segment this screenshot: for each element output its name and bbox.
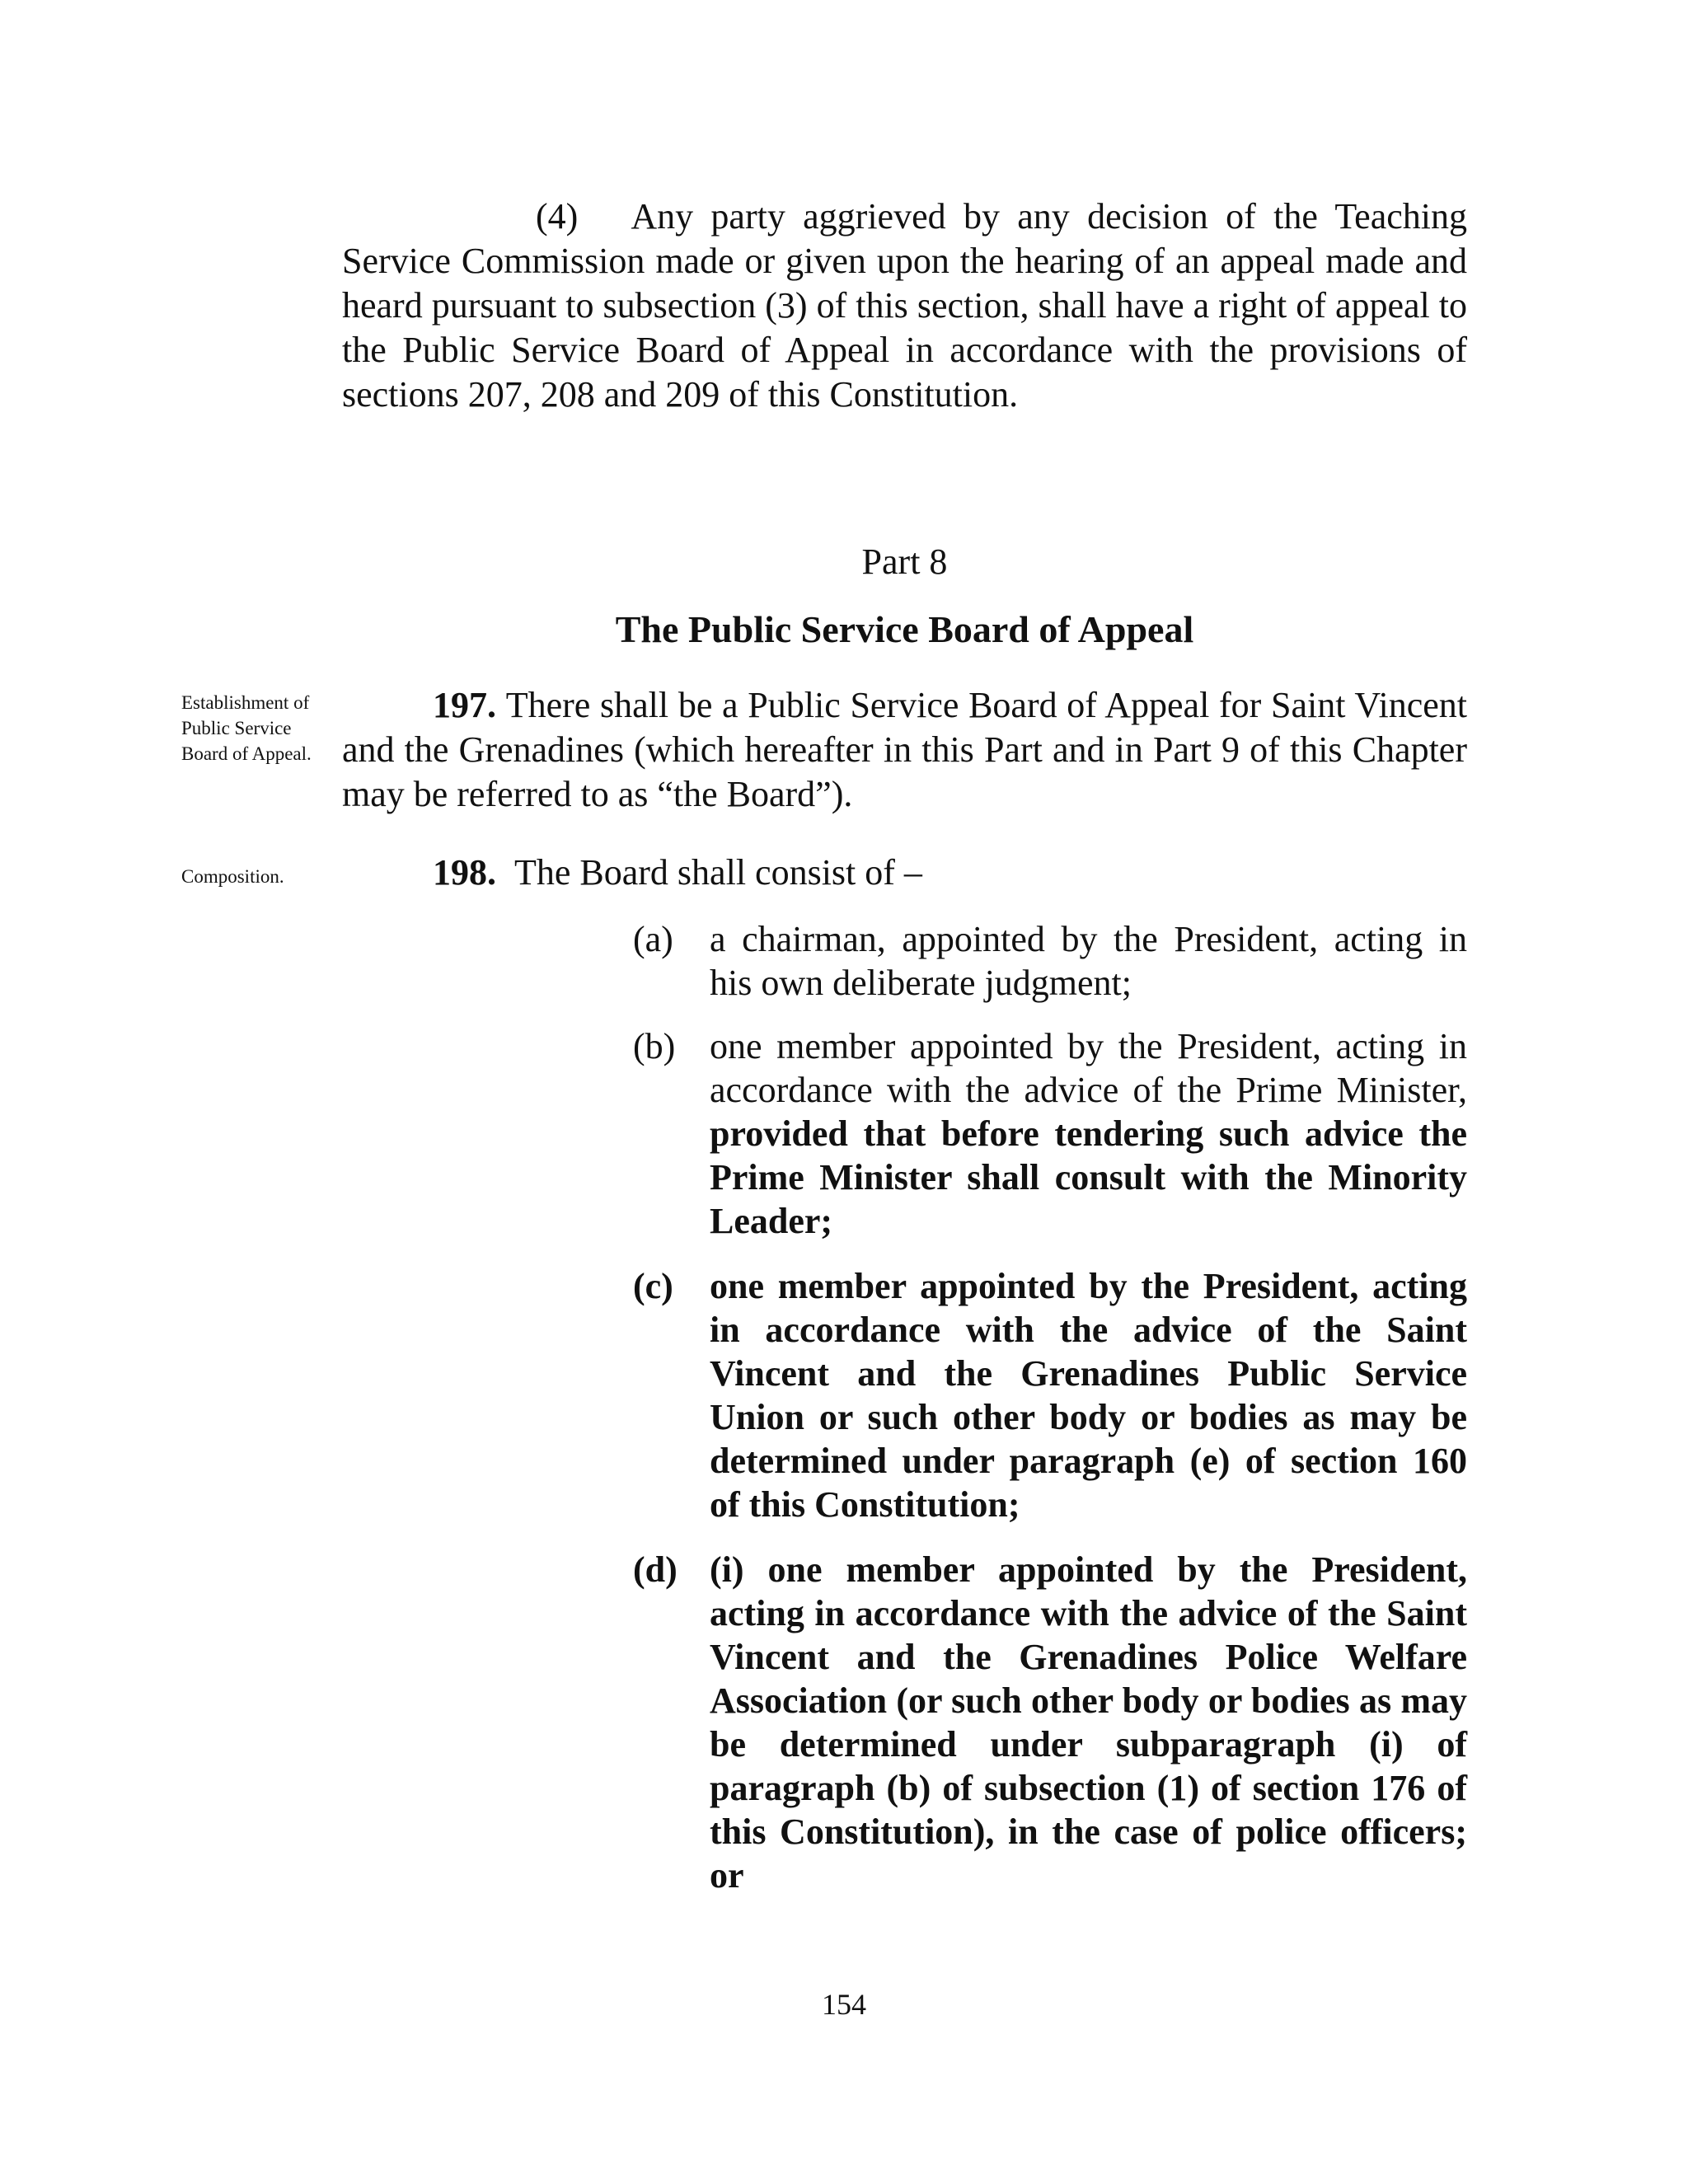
- page-number: 154: [822, 1988, 866, 2021]
- subsection-4-paragraph: [342, 194, 1467, 417]
- section-198-text: The Board shall consist of –: [514, 852, 922, 893]
- margin-note-198: Composition.: [181, 866, 284, 887]
- margin-note-197: Establishment of Public Service Board of Appeal.: [181, 692, 312, 764]
- list-item-a: [633, 917, 1467, 1005]
- section-197-text: There shall be a Public Service Board of Appeal for Saint Vincent and the Grenadines (which hereafter in this Part and in Part 9 of this Chapter may be referred to as “the Board”).: [342, 685, 1468, 814]
- list-item-text: one member appointed by the President, acting in accordance with the advice of the Prime Minister,: [710, 1026, 1467, 1110]
- list-item-label: (a): [633, 919, 673, 959]
- subsection-4-text: Any party aggrieved by any decision of the Teaching Service Commission made or given upon the hearing of an appeal made and heard pursuant to subsection (3) of this section, shall have a right of appeal to the Public Service Board of Appeal in accordance with the provisions of sections 207, 208 and 209 of this Constitution.: [342, 196, 1467, 415]
- section-198-number: 198.: [433, 852, 496, 893]
- section-197-number: 197.: [433, 685, 496, 725]
- list-item-body: [710, 1024, 1467, 1243]
- list-item-text: (i) one member appointed by the President, acting in accordance with the advice of the Saint Vincent and the Grenadines Police Welfare Association (or such other body or bodies as may be determined under subparagraph (i) of paragraph (b) of subsection (1) of section 176 of this Constitution), in the case of police officers; or: [710, 1549, 1467, 1896]
- list-item-b: [633, 1024, 1467, 1243]
- list-item-text: a chairman, appointed by the President, acting in his own deliberate judgment;: [710, 919, 1467, 1003]
- section-198-paragraph: [342, 851, 1467, 895]
- list-item-label: (c): [633, 1266, 673, 1306]
- subsection-4-label: (4): [536, 196, 579, 237]
- part-title: The Public Service Board of Appeal: [615, 608, 1194, 650]
- list-item-d: [633, 1548, 1467, 1897]
- part-label: Part 8: [861, 541, 948, 582]
- list-item-label: (b): [633, 1026, 676, 1066]
- list-item-label: (d): [633, 1549, 678, 1590]
- list-item-bold-proviso: provided that before tendering such advice the Prime Minister shall consult with the Minority Leader;: [710, 1113, 1467, 1241]
- list-item-text: one member appointed by the President, acting in accordance with the advice of the Saint Vincent and the Grenadines Public Service Union or such other body or bodies as may be determined under paragraph (e) of section 160 of this Constitution;: [710, 1266, 1467, 1525]
- section-197-paragraph: [342, 683, 1467, 817]
- list-item-c: [633, 1264, 1467, 1526]
